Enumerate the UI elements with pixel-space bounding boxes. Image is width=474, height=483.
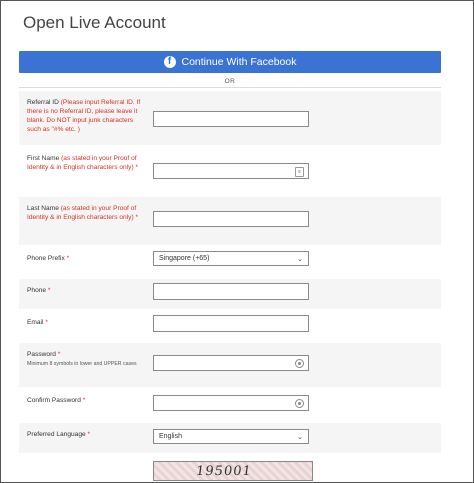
phone-input[interactable] [153,283,309,300]
phone-row [19,279,441,309]
last-name-input[interactable] [153,211,309,227]
email-row [19,311,441,343]
captcha-image [153,461,313,481]
password-requirement-note: Minimum 8 symbols in lower and UPPER cases [27,361,137,367]
phone-prefix-value: Singapore (+65) [159,255,210,262]
autofill-card-icon[interactable]: ≡ [295,167,304,177]
first-name-input[interactable] [153,163,309,179]
referral-id-input[interactable] [153,111,309,127]
phone-prefix-label: Phone Prefix * [27,255,70,262]
password-row [19,343,441,387]
confirm-password-label: Confirm Password * [27,397,86,404]
page-title: Open Live Account [23,13,166,32]
last-name-label: Last Name (as stated in your Proof of Identity & in English characters only) * [27,205,139,221]
show-password-icon[interactable] [295,359,304,368]
preferred-language-row [19,423,441,453]
preferred-language-value: English [159,433,182,440]
password-input[interactable] [153,355,309,371]
phone-prefix-row [19,247,441,277]
continue-with-facebook-button[interactable] [19,51,441,73]
captcha-row [19,455,441,483]
email-label: Email * [27,319,48,326]
phone-prefix-select[interactable] [153,251,309,266]
password-label: Password * Minimum 8 symbols in lower and UPPER cases [27,350,142,368]
chevron-down-icon: ⌄ [297,434,303,441]
preferred-language-label: Preferred Language * [27,431,91,438]
facebook-icon: f [164,56,176,68]
chevron-down-icon: ⌄ [297,256,303,263]
first-name-label: First Name (as stated in your Proof of Identity & in English characters only) * [27,155,139,171]
confirm-password-input[interactable] [153,395,309,411]
email-input[interactable] [153,315,309,332]
show-password-icon[interactable] [295,399,304,408]
confirm-password-row [19,389,441,421]
or-divider [19,75,441,88]
or-divider-text: OR [224,77,236,85]
phone-label: Phone * [27,287,51,294]
last-name-row [19,197,441,245]
referral-id-label: Referral ID (Please input Referral ID. If there is no Referral ID, please leave it blank. Do NOT input junk characters such as "#% etc. ) [27,99,141,133]
captcha-text: 195001 [194,464,253,479]
facebook-button-label: Continue With Facebook [181,56,297,68]
preferred-language-select[interactable] [153,429,309,444]
referral-id-row [19,91,441,145]
first-name-row [19,147,441,195]
